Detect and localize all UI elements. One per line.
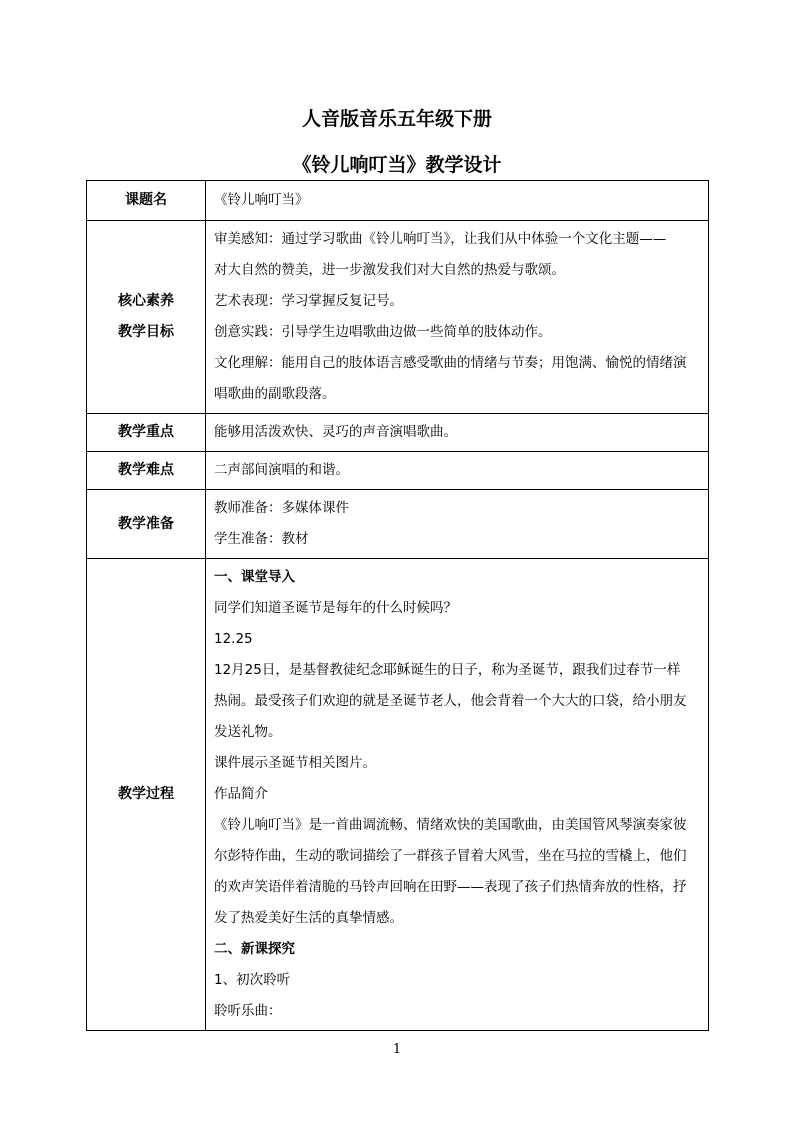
row-preparation (87, 490, 709, 559)
row-process (87, 559, 709, 1031)
label-goals-line1: 核心素养 (118, 293, 174, 309)
process-line: 12.25 (214, 631, 253, 647)
content-process (206, 559, 709, 1031)
label-process: 教学过程 (87, 559, 206, 1031)
process-line: 1、初次聆听 (214, 972, 291, 988)
label-topic: 课题名 (87, 181, 206, 221)
label-key-points: 教学重点 (87, 414, 206, 452)
process-heading: 一、课堂导入 (214, 569, 295, 585)
goal-line: 审美感知：通过学习歌曲《铃儿响叮当》，让我们从中体验一个文化主题—— (214, 231, 667, 247)
document-title: 人音版音乐五年级下册 (301, 108, 492, 130)
row-difficulties (87, 452, 709, 490)
row-key-points (87, 414, 709, 452)
goal-line: 艺术表现：学习掌握反复记号。 (214, 293, 403, 309)
label-preparation: 教学准备 (87, 490, 206, 559)
process-line: 热闹。最受孩子们欢迎的就是圣诞节老人，他会背着一个大大的口袋，给小朋友 (214, 693, 687, 709)
process-heading: 二、新课探究 (214, 941, 295, 957)
process-line: 作品简介 (214, 786, 268, 802)
lesson-plan-table (86, 180, 709, 1031)
process-line: 《铃儿响叮当》是一首曲调流畅、情绪欢快的美国歌曲，由美国管风琴演奏家彼 (214, 817, 687, 833)
goal-line: 文化理解：能用自己的肢体语言感受歌曲的情绪与节奏；用饱满、愉悦的情绪演 (214, 355, 687, 371)
prep-student: 学生准备：教材 (214, 531, 309, 547)
process-line: 发送礼物。 (214, 724, 282, 740)
process-line: 的欢声笑语伴着清脆的马铃声回响在田野——表现了孩子们热情奔放的性格，抒 (214, 879, 687, 895)
process-line: 12月25日，是基督教徒纪念耶稣诞生的日子，称为圣诞节，跟我们过春节一样 (214, 662, 681, 678)
content-key-points: 能够用活泼欢快、灵巧的声音演唱歌曲。 (206, 414, 709, 452)
process-line: 尔彭特作曲，生动的歌词描绘了一群孩子冒着大风雪，坐在马拉的雪橇上，他们 (214, 848, 687, 864)
content-difficulties: 二声部间演唱的和谐。 (206, 452, 709, 490)
content-goals (206, 221, 709, 414)
process-line: 聆听乐曲： (214, 1003, 282, 1019)
label-goals (87, 221, 206, 414)
process-line: 课件展示圣诞节相关图片。 (214, 755, 376, 771)
row-topic (87, 181, 709, 221)
content-topic: 《铃儿响叮当》 (206, 181, 709, 221)
label-goals-line2: 教学目标 (118, 324, 174, 340)
content-preparation (206, 490, 709, 559)
goal-line: 唱歌曲的副歌段落。 (214, 386, 336, 402)
document-subtitle: 《铃儿响叮当》教学设计 (292, 154, 502, 176)
goal-line: 对大自然的赞美，进一步激发我们对大自然的热爱与歌颂。 (214, 262, 565, 278)
process-line: 同学们知道圣诞节是每年的什么时候吗？ (214, 600, 457, 616)
prep-teacher: 教师准备：多媒体课件 (214, 500, 349, 516)
process-line: 发了热爱美好生活的真挚情感。 (214, 910, 403, 926)
goal-line: 创意实践：引导学生边唱歌曲边做一些简单的肢体动作。 (214, 324, 552, 340)
row-goals (87, 221, 709, 414)
label-difficulties: 教学难点 (87, 452, 206, 490)
page-number: 1 (392, 1042, 402, 1057)
